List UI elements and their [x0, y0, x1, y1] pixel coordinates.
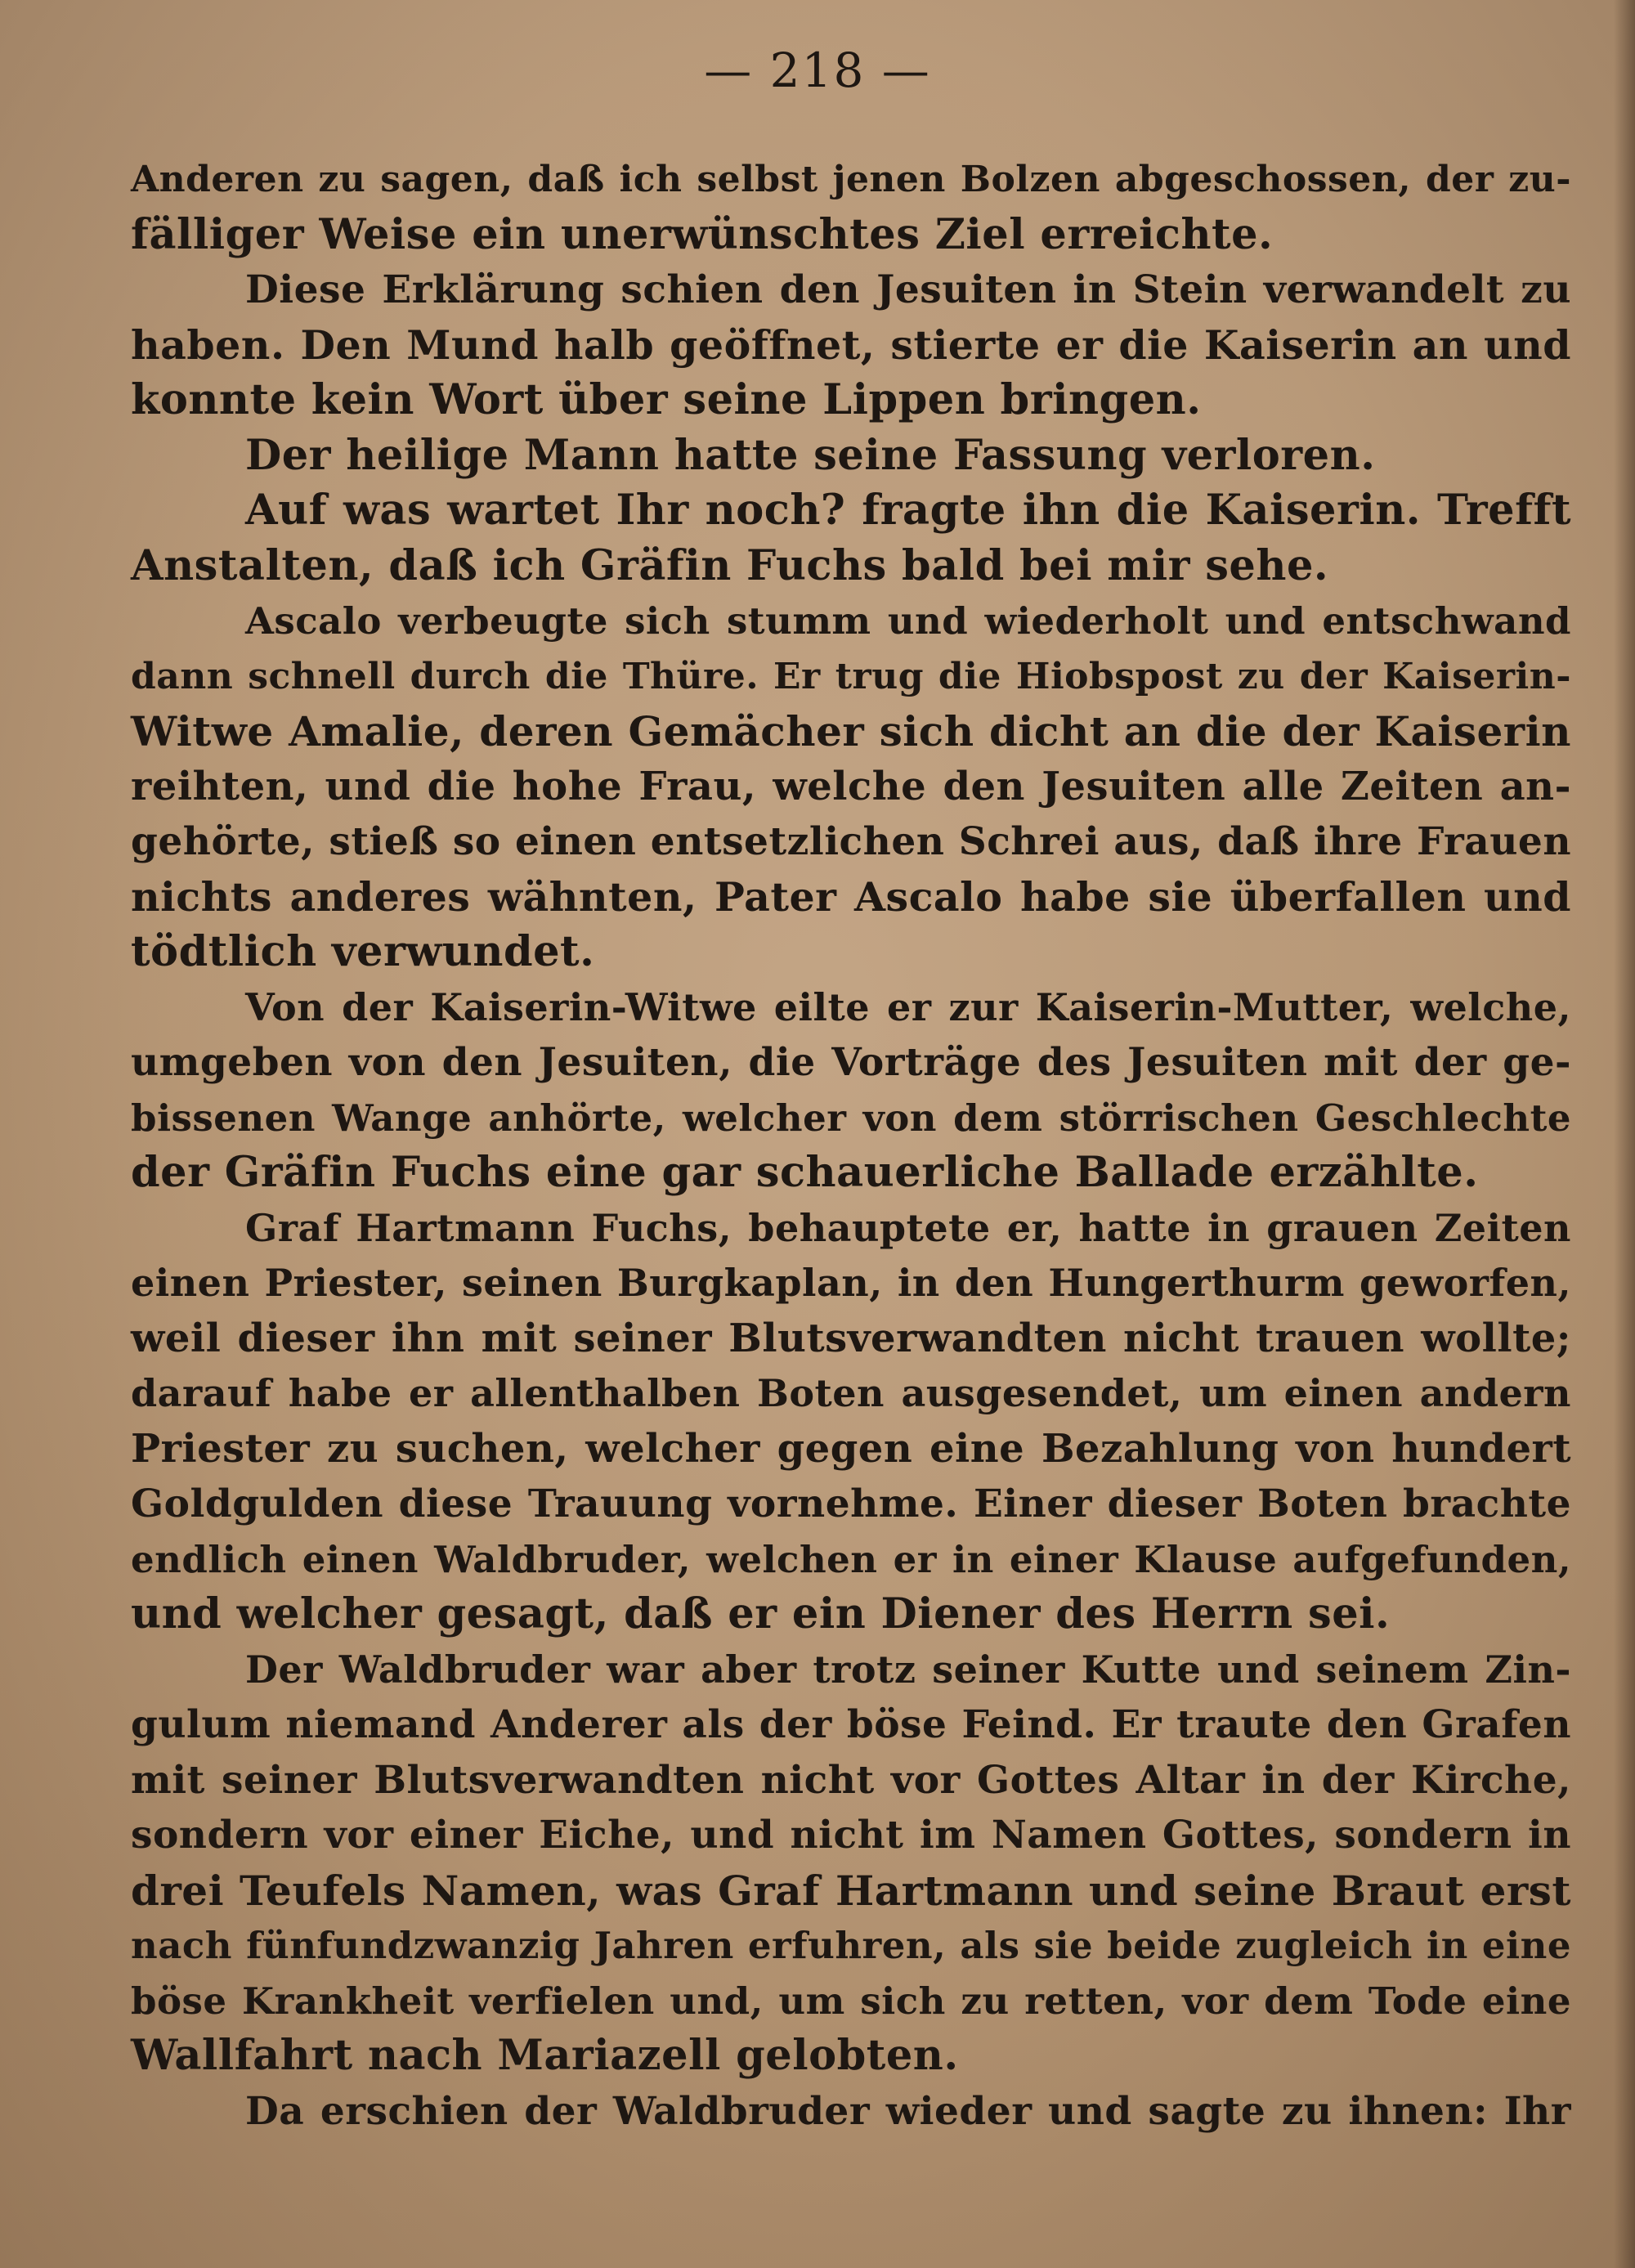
text-line: reihten, und die hohe Frau, welche den Jesuiten alle Zeiten an-	[131, 763, 1571, 809]
text-line: böse Krankheit verfielen und, um sich zu retten, vor dem Tode eine	[131, 1979, 1571, 2023]
text-line: Der heilige Mann hatte seine Fassung verloren.	[245, 430, 1376, 480]
text-line: Wallfahrt nach Mariazell gelobten.	[131, 2031, 959, 2080]
text-line: weil dieser ihn mit seiner Blutsverwandten nicht trauen wollte;	[131, 1315, 1571, 1361]
text-line: gulum niemand Anderer als der böse Feind. Er traute den Grafen	[131, 1702, 1571, 1747]
text-line: haben. Den Mund halb geöffnet, stierte er die Kaiserin an und	[131, 320, 1571, 369]
text-line: der Gräfin Fuchs eine gar schauerliche Ballade erzählte.	[131, 1148, 1479, 1197]
text-line: und welcher gesagt, daß er ein Diener des Herrn sei.	[131, 1589, 1391, 1638]
text-line: Witwe Amalie, deren Gemächer sich dicht an die der Kaiserin	[131, 707, 1571, 755]
body-text	[131, 152, 1571, 2139]
text-line: fälliger Weise ein unerwünschtes Ziel erreichte.	[131, 209, 1274, 259]
text-line: Goldgulden diese Trauung vornehme. Einer dieser Boten brachte	[131, 1481, 1571, 1526]
page-edge-shadow	[1614, 0, 1635, 2268]
text-line: Anderen zu sagen, daß ich selbst jenen Bolzen abgeschossen, der zu-	[131, 159, 1571, 200]
text-line: Ascalo verbeugte sich stumm und wiederholt und entschwand	[245, 599, 1571, 643]
text-line: konnte kein Wort über seine Lippen bringen.	[131, 375, 1202, 424]
text-line: nach fünfundzwanzig Jahren erfuhren, als sie beide zugleich in eine	[131, 1924, 1571, 1967]
text-line: Da erschien der Waldbruder wieder und sagte zu ihnen: Ihr	[245, 2088, 1571, 2134]
text-line: Anstalten, daß ich Gräfin Fuchs bald bei mir sehe.	[131, 540, 1329, 590]
text-line: mit seiner Blutsverwandten nicht vor Gottes Altar in der Kirche,	[131, 1757, 1571, 1803]
text-line: Graf Hartmann Fuchs, behauptete er, hatte in grauen Zeiten	[245, 1205, 1571, 1250]
page-number: — 218 —	[704, 43, 931, 98]
text-line: tödtlich verwundet.	[131, 927, 595, 976]
text-line: nichts anderes wähnten, Pater Ascalo habe sie überfallen und	[131, 872, 1571, 921]
text-line: bissenen Wange anhörte, welcher von dem störrischen Geschlechte	[131, 1096, 1571, 1140]
text-line: dann schnell durch die Thüre. Er trug die Hiobspost zu der Kaiserin-	[131, 655, 1571, 697]
text-line: gehörte, stieß so einen entsetzlichen Schrei aus, daß ihre Frauen	[131, 819, 1571, 864]
text-line: umgeben von den Jesuiten, die Vorträge des Jesuiten mit der ge-	[131, 1040, 1571, 1085]
text-line: darauf habe er allenthalben Boten ausgesendet, um einen andern	[131, 1371, 1571, 1415]
text-line: drei Teufels Namen, was Graf Hartmann und seine Braut erst	[131, 1866, 1571, 1915]
text-line: Priester zu suchen, welcher gegen eine Bezahlung von hundert	[131, 1425, 1571, 1472]
text-line: endlich einen Waldbruder, welchen er in einer Klause aufgefunden,	[131, 1537, 1571, 1581]
text-line: einen Priester, seinen Burgkaplan, in den Hungerthurm geworfen,	[131, 1261, 1571, 1305]
text-line: Auf was wartet Ihr noch? fragte ihn die Kaiserin. Trefft	[245, 486, 1571, 535]
text-line: Diese Erklärung schien den Jesuiten in Stein verwandelt zu	[245, 267, 1571, 312]
text-line: Von der Kaiserin-Witwe eilte er zur Kaiserin-Mutter, welche,	[245, 984, 1571, 1029]
text-line: Der Waldbruder war aber trotz seiner Kutte und seinem Zin-	[245, 1647, 1571, 1692]
text-line: sondern vor einer Eiche, und nicht im Namen Gottes, sondern in	[131, 1813, 1571, 1858]
